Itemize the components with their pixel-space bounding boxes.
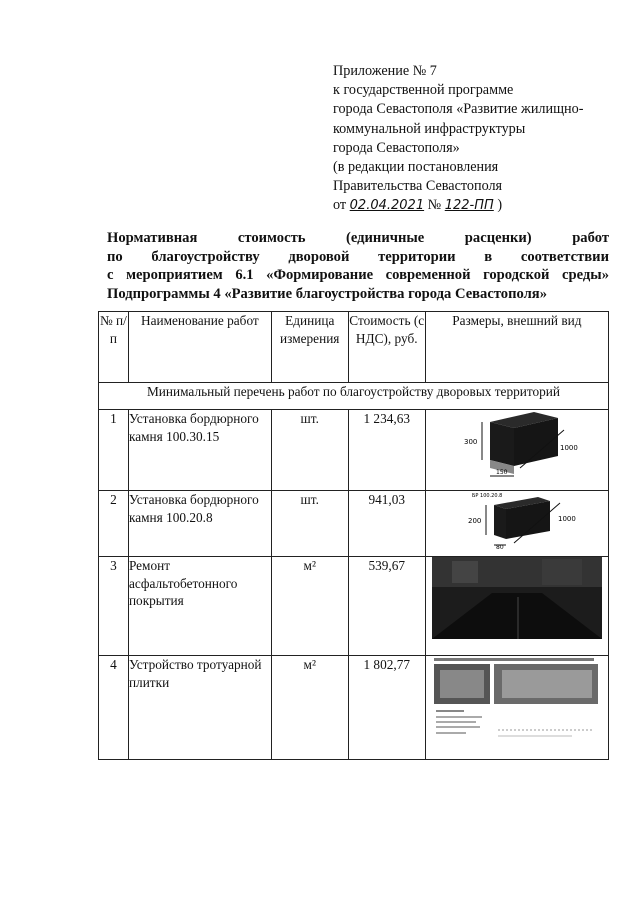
row-unit: м²: [271, 656, 348, 760]
curb-height-label: 300: [463, 438, 478, 446]
header-num: № п/п: [99, 312, 129, 383]
title-line: по благоустройству дворовой территории в соответствии: [107, 248, 609, 265]
title-line: с мероприятием 6.1 «Формирование современной городской среды»: [107, 267, 609, 284]
section-row: [99, 383, 609, 410]
row-name: Установка бордюрного камня 100.30.15: [128, 410, 271, 491]
row-image-cell: [425, 491, 608, 557]
curb-length-label: 1000: [559, 444, 578, 452]
appendix-line: города Севастополя «Развитие жилищно-: [333, 101, 584, 118]
appendix-line: к государственной программе: [333, 82, 514, 99]
table-row: [99, 557, 609, 656]
row-image-cell: [425, 656, 608, 760]
table-row: [99, 491, 609, 557]
curb-width-label: 150: [495, 469, 508, 476]
row-num: 3: [99, 557, 129, 656]
handwritten-date: 02.04.2021: [349, 198, 425, 214]
row-unit: шт.: [271, 410, 348, 491]
appendix-line: Приложение № 7: [333, 63, 437, 79]
number-prefix: №: [427, 197, 442, 214]
row-unit: шт.: [271, 491, 348, 557]
row-cost: 941,03: [348, 491, 425, 557]
cost-table: [98, 311, 609, 760]
curb-tag-label: БР 100.20.8: [471, 493, 503, 499]
title-line: Подпрограммы 4 «Развитие благоустройства города Севастополя»: [107, 285, 547, 302]
document-title: [107, 229, 609, 303]
section-title: Минимальный перечень работ по благоустройству дворовых территорий: [99, 383, 609, 410]
curb-100-20-8-drawing: [442, 491, 592, 549]
appendix-line: Правительства Севастополя: [333, 178, 503, 195]
title-line: Нормативная стоимость (единичные расценки) работ: [107, 230, 609, 246]
appendix-date-line: [333, 196, 633, 215]
from-prefix: от: [333, 197, 347, 214]
row-cost: 539,67: [348, 557, 425, 656]
paving-tile-sheet: [432, 656, 602, 752]
row-image-cell: [425, 557, 608, 656]
row-image-cell: [425, 410, 608, 491]
appendix-line: коммунальной инфраструктуры: [333, 120, 526, 137]
row-num: 2: [99, 491, 129, 557]
closing-paren: ): [497, 197, 503, 214]
appendix-block: [333, 62, 633, 216]
appendix-line: города Севастополя»: [333, 139, 460, 156]
row-name: Установка бордюрного камня 100.20.8: [128, 491, 271, 557]
header-view: Размеры, внешний вид: [425, 312, 608, 383]
appendix-line: (в редакции постановления: [333, 159, 499, 176]
row-unit: м²: [271, 557, 348, 656]
curb-length-label: 1000: [557, 515, 576, 523]
table-header-row: [99, 312, 609, 383]
handwritten-number: 122-ПП: [444, 198, 494, 214]
row-name: Устройство тротуарной плитки: [128, 656, 271, 760]
row-num: 1: [99, 410, 129, 491]
header-unit: Единица измерения: [271, 312, 348, 383]
row-cost: 1 234,63: [348, 410, 425, 491]
row-name: Ремонт асфальтобетонного покрытия: [128, 557, 271, 656]
row-cost: 1 802,77: [348, 656, 425, 760]
asphalt-photo: [432, 557, 602, 639]
table-row: [99, 410, 609, 491]
header-name: Наименование работ: [128, 312, 271, 383]
row-num: 4: [99, 656, 129, 760]
curb-100-30-15-drawing: [442, 410, 592, 478]
curb-height-label: 200: [467, 517, 482, 525]
table-row: [99, 656, 609, 760]
curb-width-label: 80: [495, 544, 504, 549]
header-cost: Стоимость (с НДС), руб.: [348, 312, 425, 383]
